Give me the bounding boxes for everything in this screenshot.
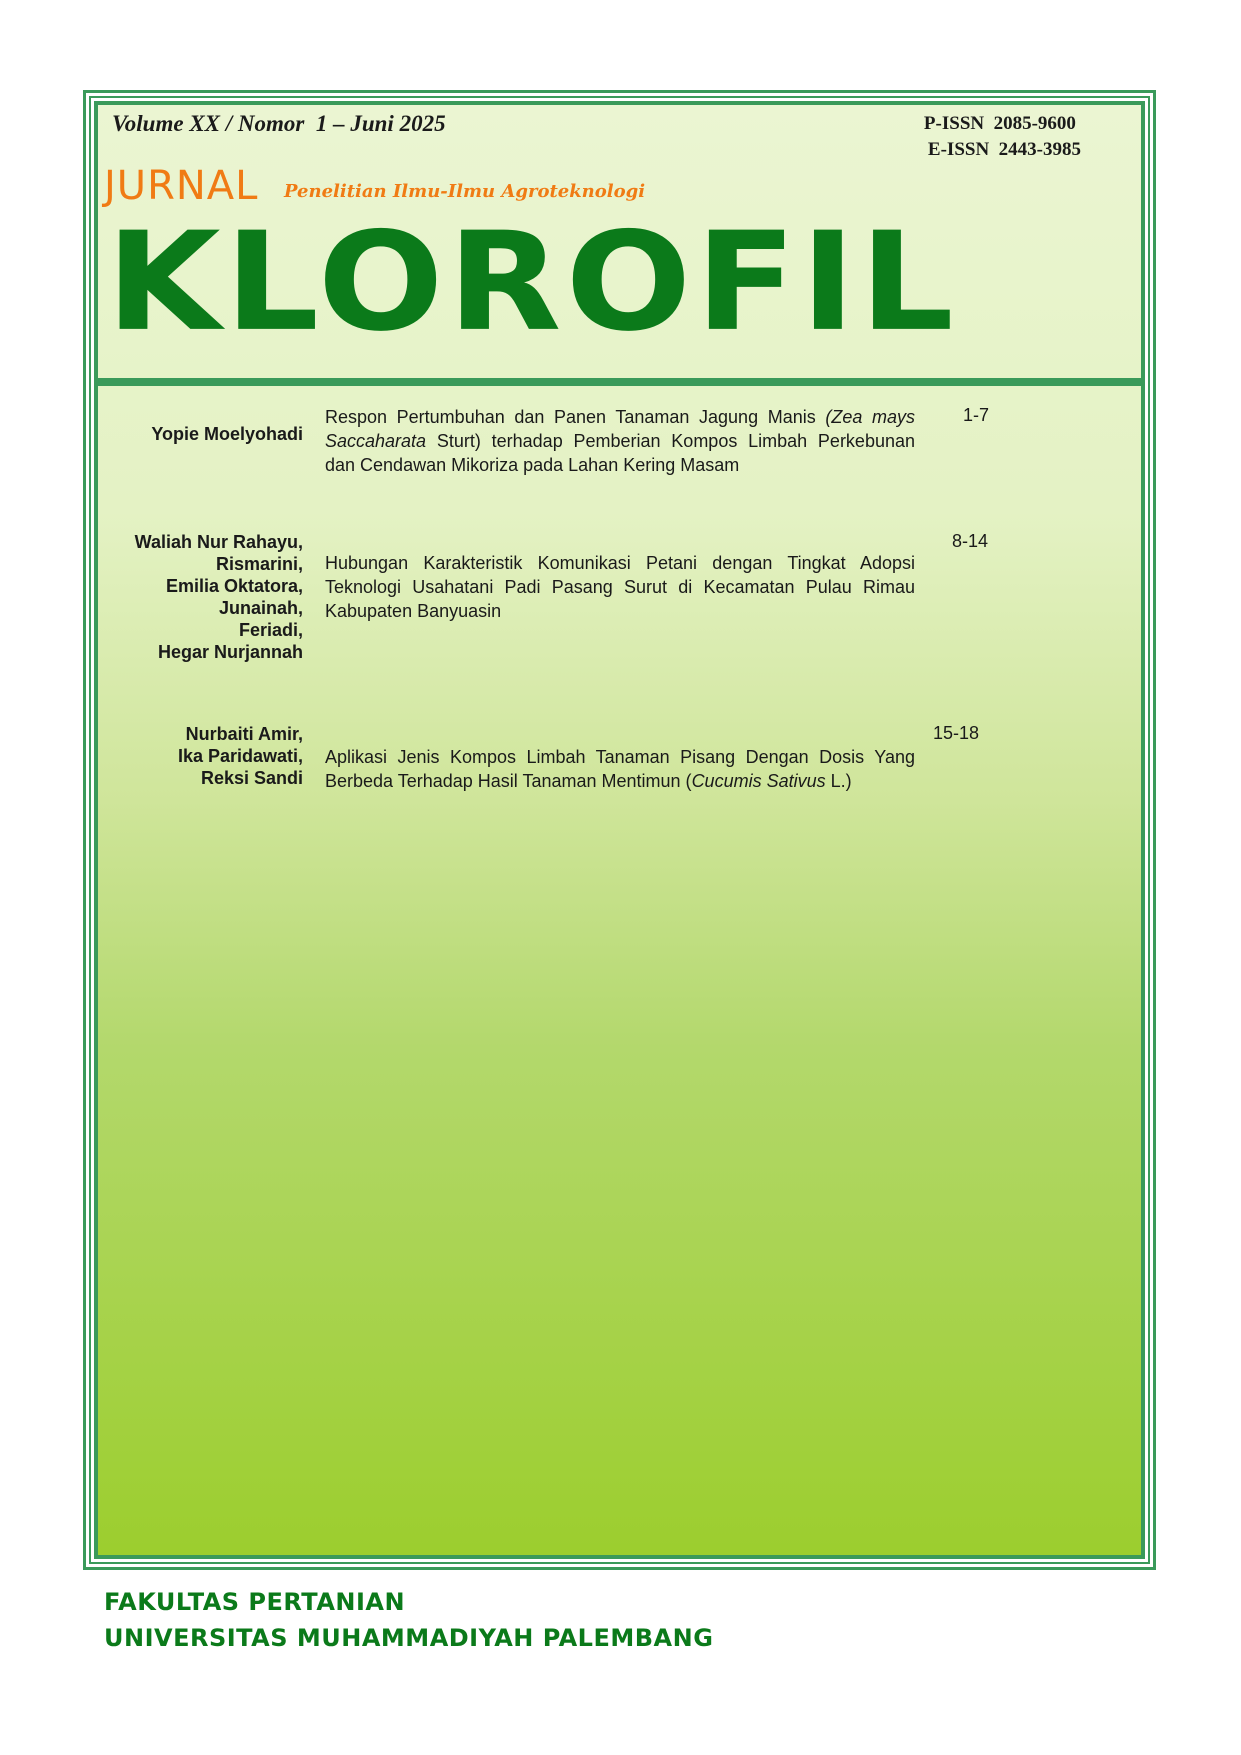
article-authors xyxy=(98,723,303,789)
cover-frame-middle xyxy=(89,96,1150,1564)
article-pages: 1-7 xyxy=(962,405,989,425)
issn-block xyxy=(924,111,1081,163)
author: Feriadi, xyxy=(238,620,303,640)
article-pages: 15-18 xyxy=(932,723,980,743)
faculty-name: FAKULTAS PERTANIAN xyxy=(104,1588,406,1616)
author: Hegar Nurjannah xyxy=(157,642,303,662)
article-authors xyxy=(98,531,303,663)
journal-subtitle: Penelitian Ilmu-Ilmu Agroteknologi xyxy=(284,181,646,202)
author: Junainah, xyxy=(218,598,303,618)
journal-title: KLOROFIL xyxy=(106,202,958,362)
university-name: UNIVERSITAS MUHAMMADIYAH PALEMBANG xyxy=(104,1624,714,1652)
author: Yopie Moelyohadi xyxy=(151,424,303,444)
e-issn: E-ISSN 2443-3985 xyxy=(927,139,1081,160)
jurnal-label: JURNAL xyxy=(104,163,259,209)
author: Rismarini, xyxy=(215,554,303,574)
article-title: Respon Pertumbuhan dan Panen Tanaman Jagung Manis (Zea mays Saccaharata Sturt) terhadap Pemberian Kompos Limbah Perkebunan dan Cendawan Mikoriza pada Lahan Kering Masam xyxy=(325,407,915,475)
author: Nurbaiti Amir, xyxy=(185,724,303,744)
p-issn: P-ISSN 2085-9600 xyxy=(923,113,1076,134)
article-title: Aplikasi Jenis Kompos Limbah Tanaman Pisang Dengan Dosis Yang Berbeda Terhadap Hasil Tanaman Mentimun (Cucumis Sativus L.) xyxy=(325,747,915,791)
article-authors xyxy=(98,423,303,445)
article-pages: 8-14 xyxy=(951,531,989,551)
author: Emilia Oktatora, xyxy=(165,576,303,596)
author: Ika Paridawati, xyxy=(177,746,303,766)
article-title: Hubungan Karakteristik Komunikasi Petani dengan Tingkat Adopsi Teknologi Usahatani Padi Pasang Surut di Kecamatan Pulau Rimau Kabupaten Banyuasin xyxy=(325,553,915,621)
author: Reksi Sandi xyxy=(200,768,303,788)
cover-panel xyxy=(94,101,1145,1559)
title-rule xyxy=(98,378,1141,386)
author: Waliah Nur Rahayu, xyxy=(134,532,303,552)
cover-frame xyxy=(83,90,1156,1570)
volume-number: Volume XX / Nomor 1 – Juni 2025 xyxy=(112,111,446,136)
